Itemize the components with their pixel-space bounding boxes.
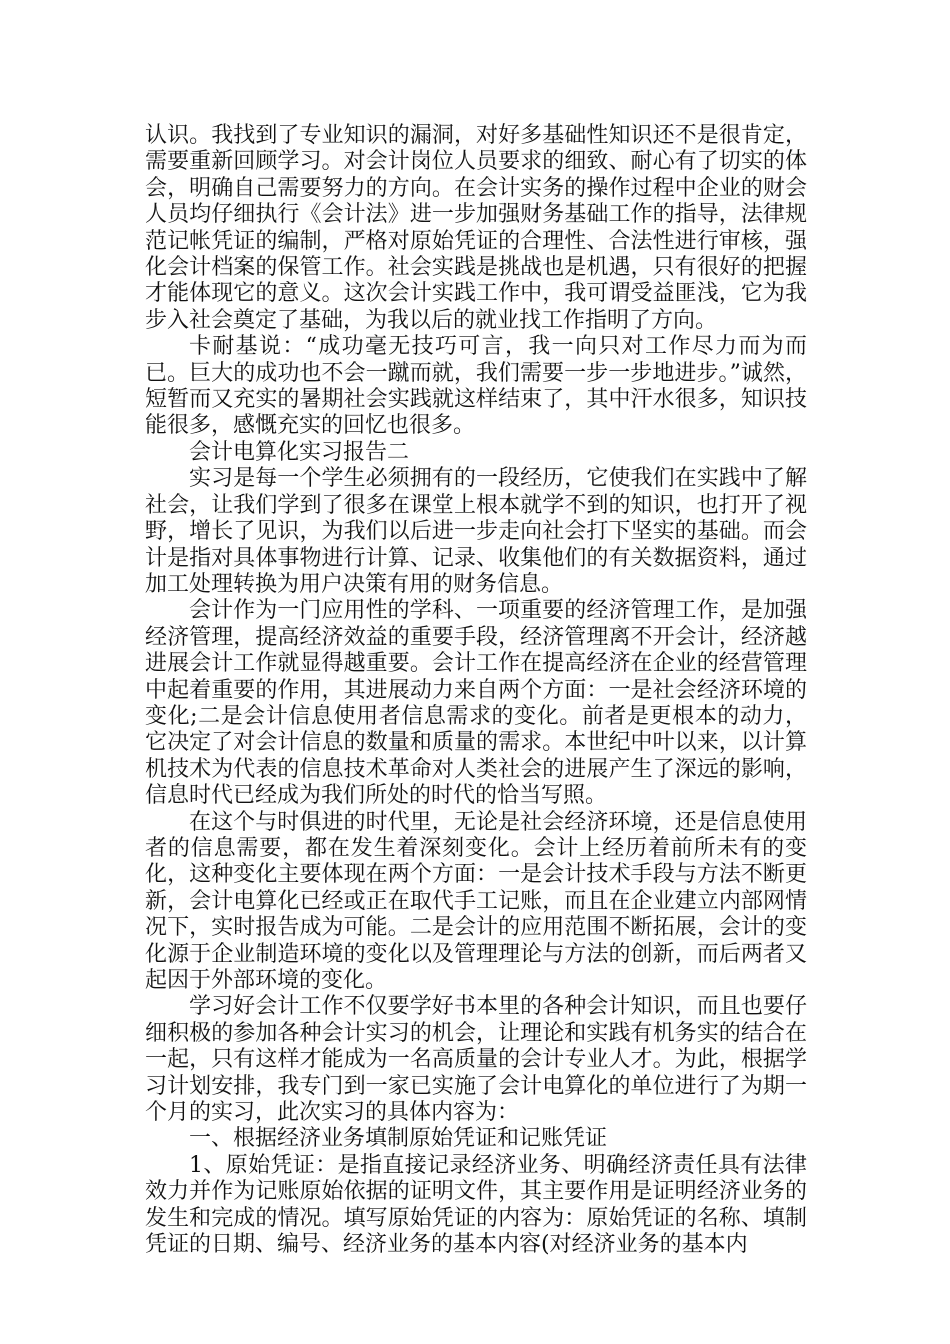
paragraph: 认识。我找到了专业知识的漏洞，对好多基础性知识还不是很肯定，需要重新回顾学习。对会计岗位人员要求的细致、耐心有了切实的体会，明确自己需要努力的方向。在会计实务的操作过程中企业的财会人员均仔细执行《会计法》进一步加强财务基础工作的指导，法律规范记帐凭证的编制，严格对原始凭证的合理性、合法性进行审核，强化会计档案的保管工作。社会实践是挑战也是机遇，只有很好的把握才能体现它的意义。这次会计实践工作中，我可谓受益匪浅，它为我步入社会奠定了基础，为我以后的就业找工作指明了方向。 xyxy=(145,123,807,333)
paragraph: 1、原始凭证：是指直接记录经济业务、明确经济责任具有法律效力并作为记账原始依据的证明文件，其主要作用是证明经济业务的发生和完成的情况。填写原始凭证的内容为：原始凭证的名称、填制凭证的日期、编号、经济业务的基本内容(对经济业务的基本内 xyxy=(145,1152,807,1258)
subsection-heading: 一、根据经济业务填制原始凭证和记账凭证 xyxy=(189,1126,608,1152)
paragraph: 会计作为一门应用性的学科、一项重要的经济管理工作，是加强经济管理，提高经济效益的重要手段，经济管理离不开会计，经济越进展会计工作就显得越重要。会计工作在提高经济在企业的经营管理中起着重要的作用，其进展动力来自两个方面：一是社会经济环境的变化;二是会计信息使用者信息需求的变化。前者是更根本的动力，它决定了对会计信息的数量和质量的需求。本世纪中叶以来，以计算机技术为代表的信息技术革命对人类社会的进展产生了深远的影响，信息时代已经成为我们所处的时代的恰当写照。 xyxy=(145,598,807,809)
section-heading: 会计电算化实习报告二 xyxy=(189,439,410,465)
document-body xyxy=(145,123,807,1258)
paragraph: 卡耐基说：“成功毫无技巧可言，我一向只对工作尽力而为而已。巨大的成功也不会一蹴而就，我们需要一步一步地进步。”诚然，短暂而又充实的暑期社会实践就这样结束了，其中汗水很多，知识技能很多，感慨充实的回忆也很多。 xyxy=(145,334,807,439)
paragraph: 实习是每一个学生必须拥有的一段经历，它使我们在实践中了解社会，让我们学到了很多在课堂上根本就学不到的知识，也打开了视野，增长了见识，为我们以后进一步走向社会打下坚实的基础。而会计是指对具体事物进行计算、记录、收集他们的有关数据资料，通过加工处理转换为用户决策有用的财务信息。 xyxy=(145,466,807,597)
paragraph: 在这个与时俱进的时代里，无论是社会经济环境，还是信息使用者的信息需要，都在发生着深刻变化。会计上经历着前所未有的变化，这种变化主要体现在两个方面：一是会计技术手段与方法不断更新，会计电算化已经或正在取代手工记账，而且在企业建立内部网情况下，实时报告成为可能。二是会计的应用范围不断拓展，会计的变化源于企业制造环境的变化以及管理理论与方法的创新，而后两者又起因于外部环境的变化。 xyxy=(145,809,807,993)
paragraph: 学习好会计工作不仅要学好书本里的各种会计知识，而且也要仔细积极的参加各种会计实习的机会，让理论和实践有机务实的结合在一起，只有这样才能成为一名高质量的会计专业人才。为此，根据学习计划安排，我专门到一家已实施了会计电算化的单位进行了为期一个月的实习，此次实习的具体内容为： xyxy=(145,994,807,1126)
